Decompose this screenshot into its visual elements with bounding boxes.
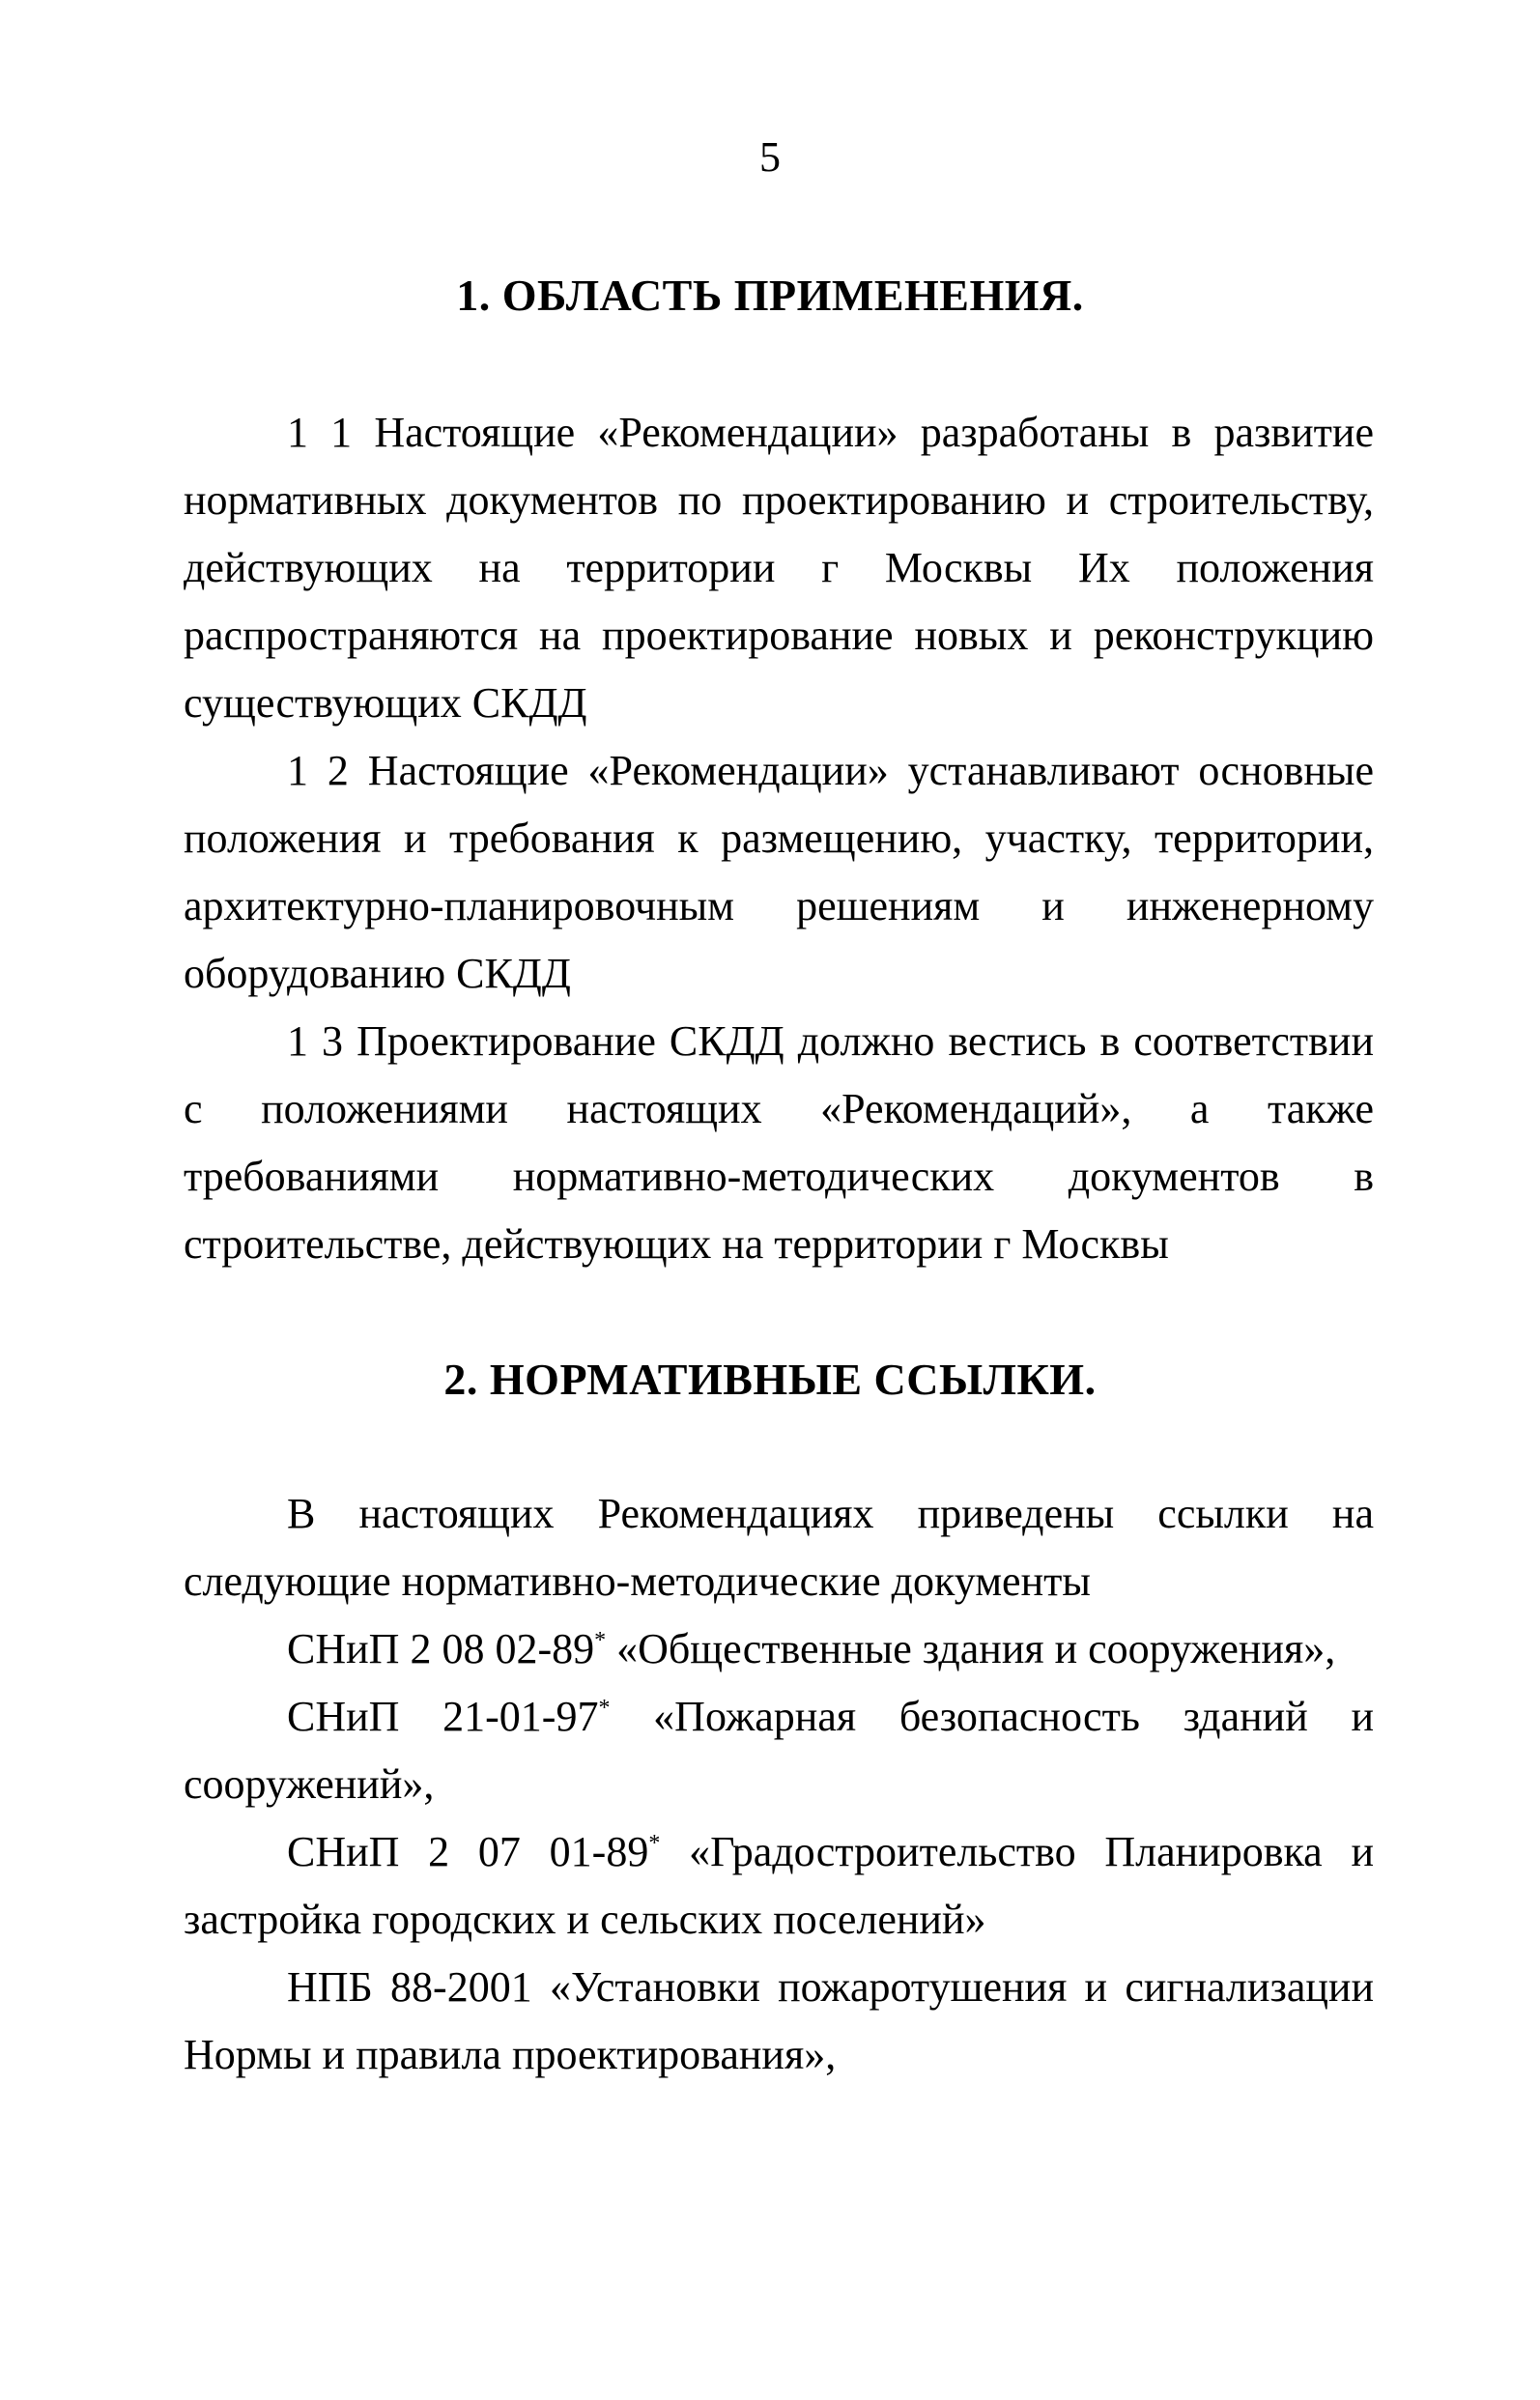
reference-title: «Общественные здания и сооружения»,: [606, 1625, 1336, 1672]
reference-title: «Пожарная безопасность зданий и сооружений»,: [184, 1693, 1375, 1808]
reference-item: [184, 1615, 1374, 1683]
section-2-body: [184, 1480, 1374, 2089]
revision-mark: *: [598, 1696, 611, 1721]
reference-code: СНиП 2 07 01-89: [287, 1828, 649, 1875]
reference-code: СНиП 21-01-97: [287, 1693, 599, 1740]
reference-item: НПБ 88-2001 «Установки пожаротушения и сигнализации Нормы и правила проектирования»,: [184, 1963, 1374, 2078]
revision-mark: *: [594, 1628, 607, 1653]
section-2-title: 2. НОРМАТИВНЫЕ ССЫЛКИ.: [443, 1355, 1097, 1404]
reference-item: [184, 1818, 1374, 1954]
reference-item: [184, 1683, 1374, 1818]
reference-title: «Градостроительство Планировка и застройка городских и сельских поселений»: [184, 1828, 1374, 1943]
paragraph-1-2: 1 2 Настоящие «Рекомендации» устанавливают основные положения и требования к размещению, участку, территории, архитектурно-планировочным решениям и инженерному оборудованию СКДД: [184, 747, 1374, 997]
revision-mark: *: [648, 1831, 661, 1856]
paragraph-1-3: 1 3 Проектирование СКДД должно вестись в соответствии с положениями настоящих «Рекомендаций», а также требованиями нормативно-методических документов в строительстве, действующих на территории г Москвы: [184, 1017, 1374, 1268]
page-number: 5: [759, 133, 781, 181]
references-intro: В настоящих Рекомендациях приведены ссылки на следующие нормативно-методические документы: [184, 1490, 1374, 1605]
paragraph-1-1: 1 1 Настоящие «Рекомендации» разработаны в развитие нормативных документов по проектированию и строительству, действующих на территории г Москвы Их положения распространяются на проектирование новых и реконструкцию существующих СКДД: [184, 409, 1374, 727]
reference-code: СНиП 2 08 02-89: [287, 1625, 595, 1672]
section-1-title: 1. ОБЛАСТЬ ПРИМЕНЕНИЯ.: [456, 271, 1084, 320]
section-1-body: [184, 399, 1374, 1278]
